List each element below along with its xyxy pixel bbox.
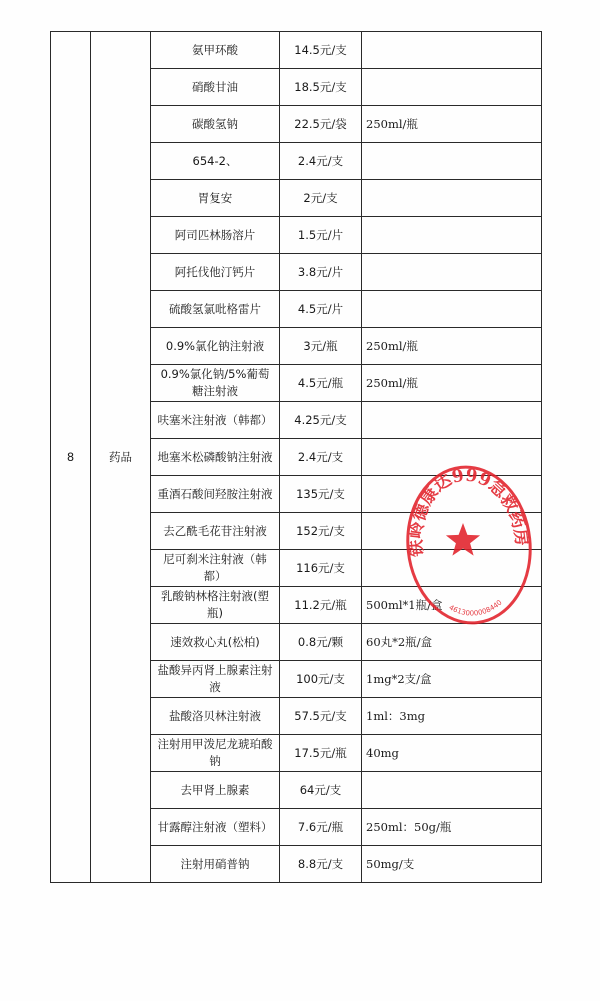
spec-cell: 60丸*2瓶/盒 (362, 624, 542, 661)
price-cell: 100元/支 (280, 661, 362, 698)
price-cell: 18.5元/支 (280, 69, 362, 106)
spec-cell: 1ml：3mg (362, 698, 542, 735)
drug-name-cell: 0.9%氯化钠注射液 (151, 328, 280, 365)
spec-cell (362, 402, 542, 439)
spec-cell: 500ml*1瓶/盒 (362, 587, 542, 624)
spec-cell (362, 476, 542, 513)
price-cell: 135元/支 (280, 476, 362, 513)
drug-name-cell: 盐酸洛贝林注射液 (151, 698, 280, 735)
drug-name-cell: 地塞米松磷酸钠注射液 (151, 439, 280, 476)
price-cell: 3元/瓶 (280, 328, 362, 365)
drug-name-cell: 尼可刹米注射液（韩都） (151, 550, 280, 587)
price-cell: 7.6元/瓶 (280, 809, 362, 846)
price-cell: 17.5元/瓶 (280, 735, 362, 772)
price-cell: 3.8元/片 (280, 254, 362, 291)
table-row (51, 32, 542, 69)
spec-cell (362, 32, 542, 69)
drug-name-cell: 去甲肾上腺素 (151, 772, 280, 809)
spec-cell: 50mg/支 (362, 846, 542, 883)
drug-name-cell: 阿托伐他汀钙片 (151, 254, 280, 291)
drug-name-cell: 乳酸钠林格注射液(塑瓶) (151, 587, 280, 624)
spec-cell (362, 772, 542, 809)
table-body (51, 32, 542, 883)
price-cell: 14.5元/支 (280, 32, 362, 69)
price-cell: 116元/支 (280, 550, 362, 587)
price-cell: 2.4元/支 (280, 143, 362, 180)
price-cell: 4.5元/片 (280, 291, 362, 328)
spec-cell (362, 217, 542, 254)
spec-cell (362, 143, 542, 180)
price-cell: 4.25元/支 (280, 402, 362, 439)
drug-name-cell: 注射用甲泼尼龙琥珀酸钠 (151, 735, 280, 772)
price-table (50, 31, 542, 883)
price-cell: 1.5元/片 (280, 217, 362, 254)
drug-name-cell: 去乙酰毛花苷注射液 (151, 513, 280, 550)
price-cell: 57.5元/支 (280, 698, 362, 735)
drug-name-cell: 注射用硝普钠 (151, 846, 280, 883)
spec-cell (362, 550, 542, 587)
spec-cell: 250ml：50g/瓶 (362, 809, 542, 846)
drug-name-cell: 硝酸甘油 (151, 69, 280, 106)
price-cell: 0.8元/颗 (280, 624, 362, 661)
category-cell: 药品 (91, 32, 151, 883)
price-cell: 2.4元/支 (280, 439, 362, 476)
spec-cell (362, 291, 542, 328)
spec-cell: 250ml/瓶 (362, 106, 542, 143)
spec-cell: 250ml/瓶 (362, 365, 542, 402)
spec-cell (362, 69, 542, 106)
price-cell: 11.2元/瓶 (280, 587, 362, 624)
drug-name-cell: 654-2、 (151, 143, 280, 180)
seal-code: 4613000008440 (447, 598, 504, 618)
price-cell: 8.8元/支 (280, 846, 362, 883)
drug-name-cell: 0.9%氯化钠/5%葡萄糖注射液 (151, 365, 280, 402)
spec-cell (362, 180, 542, 217)
price-cell: 2元/支 (280, 180, 362, 217)
spec-cell (362, 513, 542, 550)
seal-text: 铁岭德康达999急救药房 (406, 465, 532, 558)
spec-cell: 40mg (362, 735, 542, 772)
spec-cell: 250ml/瓶 (362, 328, 542, 365)
row-number: 8 (51, 32, 91, 883)
drug-name-cell: 胃复安 (151, 180, 280, 217)
drug-name-cell: 呋塞米注射液（韩都） (151, 402, 280, 439)
price-cell: 152元/支 (280, 513, 362, 550)
price-cell: 64元/支 (280, 772, 362, 809)
drug-name-cell: 氨甲环酸 (151, 32, 280, 69)
drug-name-cell: 硫酸氢氯吡格雷片 (151, 291, 280, 328)
price-cell: 4.5元/瓶 (280, 365, 362, 402)
price-cell: 22.5元/袋 (280, 106, 362, 143)
spec-cell (362, 254, 542, 291)
spec-cell: 1mg*2支/盒 (362, 661, 542, 698)
drug-name-cell: 甘露醇注射液（塑料） (151, 809, 280, 846)
drug-name-cell: 重酒石酸间羟胺注射液 (151, 476, 280, 513)
drug-name-cell: 速效救心丸(松柏) (151, 624, 280, 661)
spec-cell (362, 439, 542, 476)
drug-name-cell: 盐酸异丙肾上腺素注射液 (151, 661, 280, 698)
drug-name-cell: 阿司匹林肠溶片 (151, 217, 280, 254)
drug-name-cell: 碳酸氢钠 (151, 106, 280, 143)
